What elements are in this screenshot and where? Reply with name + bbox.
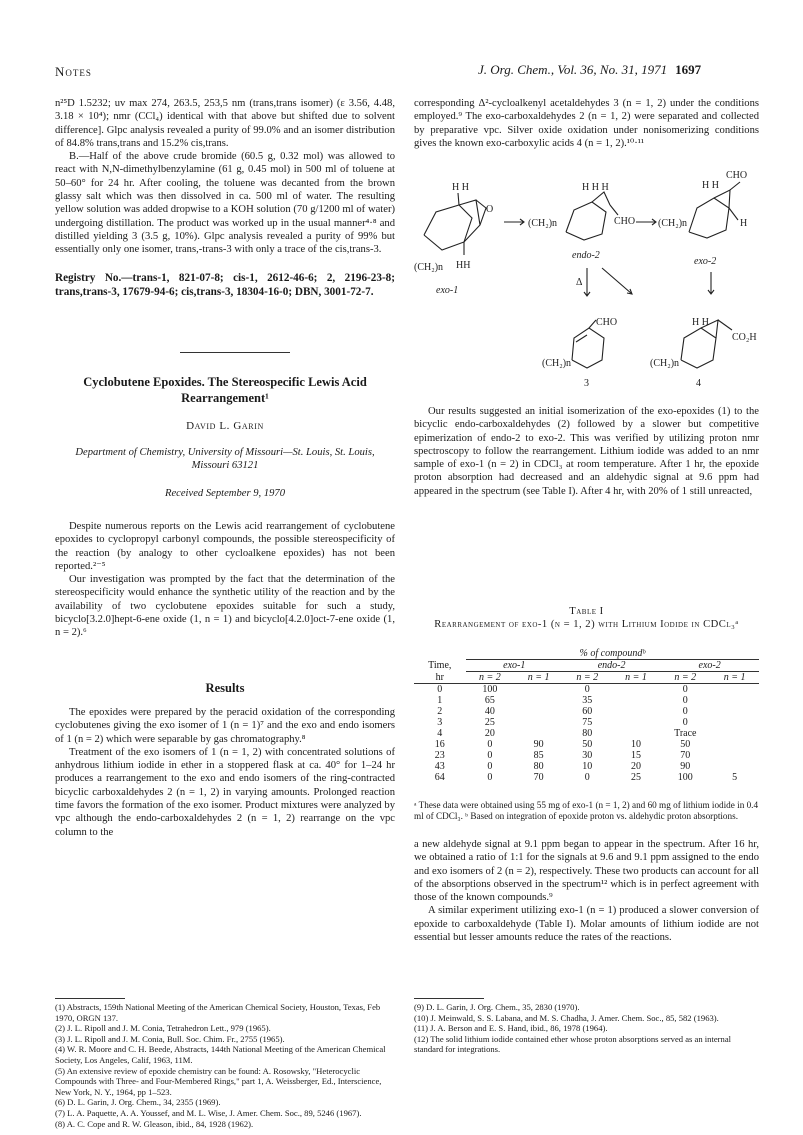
- table-cell: 0: [487, 761, 493, 772]
- table-cell: 70: [533, 772, 544, 783]
- left-column-top: [55, 97, 395, 299]
- page-number: 1697: [675, 62, 702, 77]
- table-cell: 65: [484, 695, 495, 706]
- footnote: (1) Abstracts, 159th National Meeting of the American Chemical Society, Houston, Texas, Feb 1970, ORGN 137.: [55, 1002, 381, 1023]
- ring-bond: [689, 198, 729, 238]
- sub-header: n = 2: [674, 672, 697, 683]
- co2h-bond: [718, 320, 732, 330]
- ch2n-label: (CH₂)n: [650, 358, 680, 369]
- sub-header: n = 1: [625, 672, 647, 683]
- table-cell: 50: [582, 739, 593, 750]
- h-label: H H H: [582, 182, 609, 193]
- oxygen-label: O: [486, 204, 494, 215]
- ch2n-label: (CH₂)n: [528, 218, 558, 229]
- table-title: [414, 605, 759, 631]
- spacer-cell: [414, 648, 466, 660]
- h-label: H H: [702, 180, 719, 191]
- article-affiliation: Department of Chemistry, University of Missouri—St. Louis, St. Louis, Missouri 63121: [75, 447, 375, 471]
- footnote: (10) J. Meinwald, S. S. Labana, and M. S. Chadha, J. Amer. Chem. Soc., 85, 582 (1963).: [414, 1012, 719, 1023]
- compound-label: 4: [696, 378, 701, 389]
- table-cell: 70: [680, 750, 691, 761]
- time-cell: 3: [437, 717, 443, 728]
- paragraph: A similar experiment utilizing exo-1 (n = 1) produced a slower conversion of epoxide to carboxaldehyde (Table I). Molar amounts of lithium iodide are not essential but lesser amounts reduce the rates of the reactions.: [414, 905, 759, 944]
- table-cell: [514, 695, 563, 706]
- h-bond: [458, 193, 459, 205]
- footnote: (3) J. L. Ripoll and J. M. Conia, Bull. Soc. Chim. Fr., 2755 (1965).: [55, 1033, 285, 1044]
- table-cell: Trace: [674, 728, 697, 739]
- table-caption: Rearrangement of exo-1 (n = 1, 2) with Lithium Iodide in CDCl₃ᵃ: [434, 619, 739, 630]
- cho-label: CHO: [726, 170, 748, 181]
- footnote: (5) An extensive review of epoxide chemistry can be found: A. Rosowsky, "Heterocyclic Compounds with Three- and Four-Membered Rings," part 1, A. Weissberger, Ed., Interscience, New York, N. Y., 1964, pp 1–523.: [55, 1065, 382, 1097]
- table-cell: 0: [682, 684, 688, 695]
- ch2n-label: (CH₂)n: [542, 358, 572, 369]
- table-cell: 40: [484, 706, 495, 717]
- h-bond: [729, 208, 738, 220]
- ring-bond: [566, 202, 606, 240]
- footnote: (6) D. L. Garin, J. Org. Chem., 34, 2355 (1969).: [55, 1097, 221, 1108]
- table-cell: 0: [487, 739, 493, 750]
- table-cell: [710, 761, 759, 772]
- results-heading: Results: [205, 681, 245, 695]
- table-row: [414, 728, 759, 739]
- right-column-top: [414, 97, 759, 150]
- table-sub-header-row: [414, 672, 759, 684]
- table-cell: [612, 695, 661, 706]
- table-cell: [710, 717, 759, 728]
- right-column-mid: [414, 405, 759, 498]
- ch2-bond: [589, 320, 596, 328]
- paragraph: B.—Half of the above crude bromide (60.5 g, 0.32 mol) was allowed to react with N,N-dimethylbenzylamine (61 g, 0.45 mol) in 500 ml of toluene at 50–60° for 24 hr. After cooling, the toluene was decanted from the brown glassy salt which was then dissolved in ca. 500 ml of water. The resulting yellow solution was added dropwise to a KOH solution (70 g/1200 ml of water) undergoing distillation. The product was worked up in the usual manner⁴·⁸ and distilled yielding 3 (3.5 g, 10%). Glpc analysis revealed a purity of 99% but essentially only one isomer, trans,-trans-3 with only a trace of the cis,trans-3.: [55, 151, 395, 256]
- cyclopropane-bond: [592, 192, 610, 205]
- footnote-divider: [414, 998, 484, 999]
- table-cell: [710, 728, 759, 739]
- footnote: (9) D. L. Garin, J. Org. Chem., 35, 2830 (1970).: [414, 1002, 580, 1012]
- article-author: David L. Garin: [186, 420, 264, 432]
- co2h-label: CO₂H: [732, 332, 757, 343]
- compound-label: 3: [584, 378, 589, 389]
- right-column-bottom: [414, 838, 759, 944]
- table-cell: [710, 706, 759, 717]
- running-head-journal: [478, 62, 701, 78]
- table-cell: 10: [630, 739, 641, 750]
- time-cell: 64: [434, 772, 445, 783]
- table-cell: [710, 750, 759, 761]
- ring-bond: [424, 205, 472, 250]
- table-cell: 100: [482, 684, 498, 695]
- time-cell: 23: [434, 750, 445, 761]
- sub-header: n = 2: [479, 672, 501, 683]
- journal-citation: J. Org. Chem., Vol. 36, No. 31, 1971: [478, 62, 668, 77]
- paragraph: Despite numerous reports on the Lewis acid rearrangement of cyclobutene epoxides to cyclopropyl carbonyl compounds, the possible stereospecificity of the reaction (by analogy to other cycloalkene epoxides) has not been reported.²⁻⁵: [55, 521, 395, 572]
- paragraph: a new aldehyde signal at 9.1 ppm began to appear in the spectrum. After 16 hr, we obtained a ratio of 1:1 for the signals at 9.6 and 9.1 ppm assigned to the endo and exo isomers of 2 (n = 2), respectively. These two products can account for all of the absorptions observed in the spectrum¹² which is in perfect agreement with those of the known compounds.⁹: [414, 839, 759, 904]
- table-cell: 20: [484, 728, 495, 739]
- table-row: [414, 706, 759, 717]
- table-cell: [514, 706, 563, 717]
- article-title: Cyclobutene Epoxides. The Stereospecific Lewis Acid Rearrangement¹: [83, 375, 367, 405]
- footnotes-right: [414, 1002, 759, 1055]
- paragraph: corresponding Δ²-cycloalkenyl acetaldehydes 3 (n = 1, 2) under the conditions employed.⁹ The exo-carboxaldehydes 2 (n = 1, 2) were separated and collected by preparative vpc. Silver oxide oxidation under nonisomerizing conditions gives the known exo-carboxylic acids 4 (n = 1, 2).¹⁰·¹¹: [414, 98, 759, 149]
- cho-bond: [610, 205, 618, 215]
- time-cell: 43: [434, 761, 445, 772]
- table-cell: 25: [484, 717, 495, 728]
- table-cell: 0: [682, 717, 688, 728]
- table-cell: [514, 728, 563, 739]
- received-date: Received September 9, 1970: [164, 488, 285, 499]
- time-cell: 4: [437, 728, 443, 739]
- table-cell: 80: [582, 728, 593, 739]
- table-row: [414, 772, 759, 783]
- table-label: Table I: [569, 606, 604, 617]
- table-row: [414, 684, 759, 696]
- paragraph: The epoxides were prepared by the peracid oxidation of the corresponding cyclobutenes giving the exo isomer of 1 (n = 1)⁷ and the exo and endo isomers of 1 (n = 2) which were separable by gas chromatography.⁸: [55, 707, 395, 745]
- table-cell: 100: [677, 772, 693, 783]
- table-cell: [612, 728, 661, 739]
- intro-text: [55, 520, 395, 640]
- running-head-section: Notes: [55, 64, 92, 79]
- paragraph: Treatment of the exo isomers of 1 (n = 1, 2) with concentrated solutions of anhydrous lithium iodide in ether in a stoppered flask at ca. 40° for 1–24 hr produces a rearrangement to the exo and endo isomers of the ring-contracted bicyclic carboxaldehydes 2 (n = 1, 2) in varying amounts. Prolonged reaction time favors the formation of the exo isomer. Product mixtures were analyzed by vpc although the endo-carboxaldehydes 2 (n = 1, 2) rearrange on the vpc column to the: [55, 746, 395, 838]
- table-cell: 90: [680, 761, 691, 772]
- table-cell: 30: [582, 750, 593, 761]
- time-cell: 2: [437, 706, 443, 717]
- footnote: (11) J. A. Berson and E. S. Hand, ibid., 86, 1978 (1964).: [414, 1023, 608, 1034]
- compound-label: endo-2: [572, 250, 600, 261]
- sub-header: n = 1: [527, 672, 550, 683]
- time-header: Time,: [428, 660, 452, 671]
- table-group-header-row: [414, 660, 759, 672]
- table-row: [414, 750, 759, 761]
- table-cell: [710, 739, 759, 750]
- table-row: [414, 695, 759, 706]
- group-header: exo-2: [660, 660, 759, 672]
- footnote: (2) J. L. Ripoll and J. M. Conia, Tetrahedron Lett., 979 (1965).: [55, 1023, 271, 1034]
- table-cell: [514, 684, 563, 696]
- table-footnotes: ᵃ These data were obtained using 55 mg of exo-1 (n = 1, 2) and 60 mg of lithium iodide in 0.4 ml of CDCl₃. ᵇ Based on integration of epoxide proton vs. aldehydic proton absorptions.: [414, 800, 759, 822]
- table-cell: [710, 695, 759, 706]
- table-cell: 0: [584, 772, 590, 783]
- footnote-divider: [55, 998, 125, 999]
- footnote: (4) W. R. Moore and C. H. Beede, Abstracts, 144th National Meeting of the American Chemical Society, Los Angeles, Calif, 1963, 11M.: [55, 1044, 386, 1065]
- reaction-scheme: [414, 160, 759, 390]
- sub-header: n = 1: [723, 672, 746, 683]
- table-cell: 90: [533, 739, 544, 750]
- h-label: H H: [692, 317, 709, 328]
- paragraph: Our results suggested an initial isomerization of the exo-epoxides (1) to the bicyclic endo-carboxaldehydes (2) followed by a slower but competitive epimerization of endo-2 to exo-2. This was verified by utilizing proton nmr spectroscopy to follow the rearrangement. Lithium iodide was added to an nmr sample of exo-1 (n = 2) in CDCl₃ at room temperature. After 1 hr, the epoxide proton absorption had decreased and an aldehydic signal at 9.6 ppm had appeared in the spectrum (see Table I). After 4 hr, with 20% of 1 still unreacted,: [414, 406, 759, 497]
- time-cell: 0: [437, 684, 443, 695]
- table-cell: [612, 717, 661, 728]
- table-row: [414, 717, 759, 728]
- table-cell: 0: [584, 684, 590, 695]
- table-cell: 0: [682, 706, 688, 717]
- delta-label: Δ: [576, 277, 583, 288]
- registry-numbers: Registry No.—trans-1, 821-07-8; cis-1, 2612-46-6; 2, 2196-23-8; trans,trans-3, 17679-94-6; cis,trans-3, 18304-16-0; DBN, 3001-72-7.: [55, 271, 395, 298]
- table-span-header-row: [414, 648, 759, 660]
- cho-label: CHO: [614, 216, 636, 227]
- table-cell: [514, 717, 563, 728]
- table-row: [414, 739, 759, 750]
- span-header: % of compoundᵇ: [466, 648, 759, 660]
- group-header: endo-2: [563, 660, 660, 672]
- sub-header: n = 2: [576, 672, 599, 683]
- table-cell: 0: [487, 750, 493, 761]
- footnote: (8) A. C. Cope and R. W. Gleason, ibid., 84, 1928 (1962).: [55, 1118, 254, 1129]
- ring-bond: [681, 328, 716, 368]
- section-divider: [180, 352, 290, 353]
- table-cell: 5: [732, 772, 738, 783]
- table-cell: 60: [582, 706, 593, 717]
- table-cell: [612, 706, 661, 717]
- table-cell: 35: [582, 695, 593, 706]
- table-cell: 20: [630, 761, 641, 772]
- table-cell: 25: [630, 772, 641, 783]
- table-cell: 10: [582, 761, 593, 772]
- table-cell: [612, 684, 661, 696]
- table-cell: 85: [533, 750, 544, 761]
- compound-label: exo-1: [436, 285, 459, 296]
- footnote: (7) L. A. Paquette, A. A. Youssef, and M. L. Wise, J. Amer. Chem. Soc., 89, 5246 (1967).: [55, 1107, 362, 1118]
- cho-label: CHO: [596, 317, 618, 328]
- ch2n-label: (CH₂)n: [414, 262, 444, 273]
- paragraph: Our investigation was prompted by the fact that the determination of the stereospecificity would enhance the synthetic utility of the reaction and by the availability of two cyclobutene epoxides suitable for such a study, bicyclo[3.2.0]hept-6-ene oxide (1, n = 1) and bicyclo[4.2.0]oct-7-ene oxide (1, n = 2).⁶: [55, 574, 395, 639]
- compound-label: exo-2: [694, 256, 717, 267]
- results-text: [55, 706, 395, 839]
- ring-bond: [572, 328, 604, 368]
- time-unit-header: hr: [435, 671, 444, 683]
- table-cell: 0: [682, 695, 688, 706]
- h-label: H H: [452, 182, 469, 193]
- paragraph: n²⁵D 1.5232; uv max 274, 263.5, 253,5 nm (trans,trans isomer) (ε 3.56, 4.48, 3.18 × 10⁴); nmr (CCl₄) identical with that above but shifted due to solvent difference]. Glpc analysis revealed a purity of 99.0% and an isomer distribution of 84.8% trans,trans and 15.2% cis,trans.: [55, 98, 395, 149]
- reaction-arrow: [602, 268, 632, 294]
- cyclobutane-bond: [459, 200, 480, 242]
- table-body: [414, 684, 759, 784]
- table-cell: 15: [630, 750, 641, 761]
- group-header: exo-1: [466, 660, 563, 672]
- h-label: HH: [456, 260, 471, 271]
- table-cell: 80: [533, 761, 544, 772]
- h-label: H: [740, 218, 748, 229]
- table-row: [414, 761, 759, 772]
- time-cell: 1: [437, 695, 443, 706]
- footnote: (12) The solid lithium iodide contained ether whose proton absorptions served as an internal standard for integrations.: [414, 1033, 732, 1055]
- time-cell: 16: [434, 739, 445, 750]
- table-cell: 50: [680, 739, 691, 750]
- table-cell: 75: [582, 717, 593, 728]
- data-table: [414, 648, 759, 783]
- ch2n-label: (CH₂)n: [658, 218, 688, 229]
- table-cell: 0: [487, 772, 493, 783]
- table-cell: [710, 684, 759, 696]
- cho-bond: [730, 182, 740, 190]
- footnotes-left: [55, 1002, 395, 1129]
